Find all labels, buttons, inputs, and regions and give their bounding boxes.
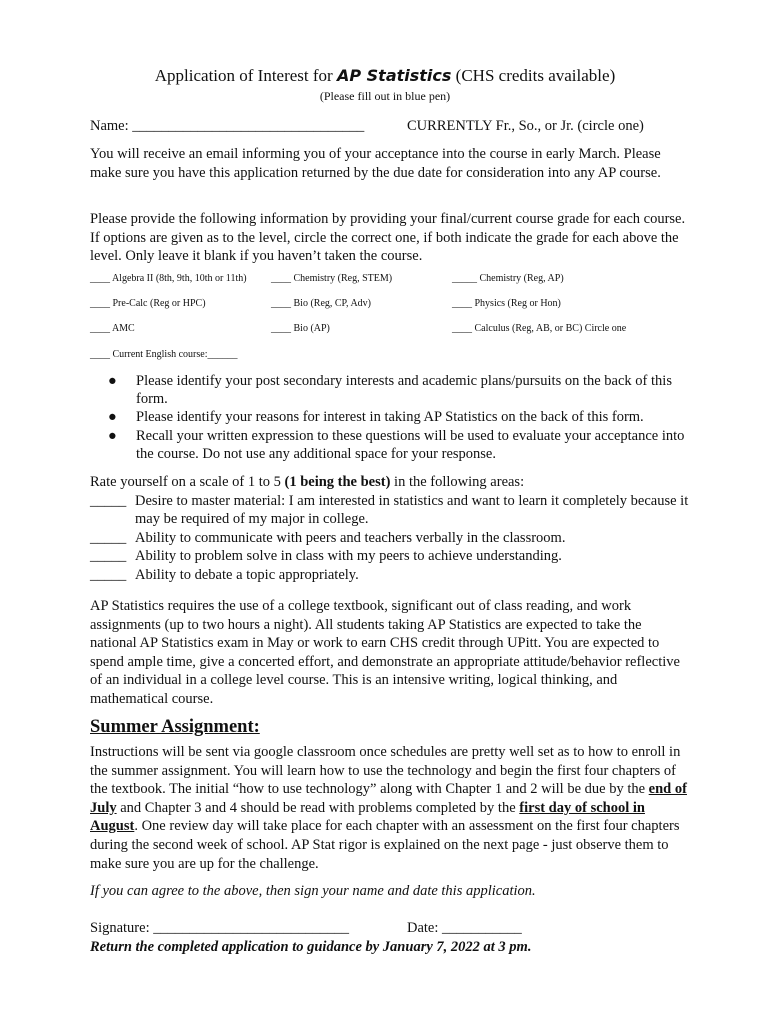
course-calculus[interactable]: ____ Calculus (Reg, AB, or BC) Circle one bbox=[452, 323, 627, 334]
rating-intro-end: in the following areas: bbox=[390, 474, 525, 490]
title-course: AP Statistics bbox=[336, 66, 452, 85]
agreement-note: If you can agree to the above, then sign your name and date this application. bbox=[90, 883, 536, 899]
title-suffix: (CHS credits available) bbox=[451, 66, 616, 85]
course-bio-ap[interactable]: ____ Bio (AP) bbox=[271, 323, 330, 334]
list-item bbox=[108, 372, 688, 408]
rating-blank[interactable]: _____ bbox=[90, 529, 127, 546]
requirements-paragraph: AP Statistics requires the use of a college textbook, significant out of class reading, and work assignments (up to two hours a night). All students taking AP Statistics are expected to take the national AP Statistics exam in May or work to earn CHS credit through UPitt. You are expected to spend ample time, give a concerted effort, and demonstrate an appropriate attitude/behavior reflective of an individual in a college level course. This is an intensive writing, logical thinking, and mathematical course. bbox=[90, 598, 680, 707]
rating-label: Ability to communicate with peers and teachers verbally in the classroom. bbox=[135, 529, 566, 546]
class-year-field[interactable]: CURRENTLY Fr., So., or Jr. (circle one) bbox=[407, 118, 644, 134]
bullet-text: Recall your written expression to these questions will be used to evaluate your acceptance into the course. Do not use any additional space for your response. bbox=[136, 427, 685, 462]
rating-item[interactable] bbox=[90, 492, 690, 529]
summer-text-1: Instructions will be sent via google classroom once schedules are pretty well set as to how to enroll in the summer assignment. You will learn how to use the technology and begin the first four chapters of the textbook. The initial “how to use technology” along with Chapter 1 and 2 will be due by the bbox=[90, 744, 681, 798]
course-precalc[interactable]: ____ Pre-Calc (Reg or HPC) bbox=[90, 298, 206, 309]
page-title bbox=[0, 66, 770, 86]
summer-text-3: . One review day will take place for each chapter with an assessment on the first four chapters during the second week of school. AP Stat rigor is explained on the next page - just observe them to make sure you are up for the challenge. bbox=[90, 818, 680, 872]
rating-item[interactable] bbox=[90, 547, 690, 566]
course-chemistry-reg-stem[interactable]: ____ Chemistry (Reg, STEM) bbox=[271, 273, 393, 284]
bullet-icon: ● bbox=[108, 409, 117, 426]
signature-field[interactable]: Signature: ___________________________ bbox=[90, 920, 349, 936]
rating-intro bbox=[90, 473, 690, 492]
course-chemistry-reg-ap[interactable]: _____ Chemistry (Reg, AP) bbox=[452, 273, 564, 284]
course-algebra2[interactable]: ____ Algebra II (8th, 9th, 10th or 11th) bbox=[90, 273, 247, 284]
return-note: Return the completed application to guidance by January 7, 2022 at 3 pm. bbox=[90, 939, 532, 955]
intro-paragraph-2: Please provide the following information by providing your final/current course grade for each course. If options are given as to the level, circle the correct one, if both indicate the grade for each above the level. Only leave it blank if you haven’t taken the course. bbox=[90, 211, 686, 265]
bullet-icon: ● bbox=[108, 373, 117, 389]
rating-intro-text: Rate yourself on a scale of 1 to 5 bbox=[90, 474, 285, 490]
course-amc[interactable]: ____ AMC bbox=[90, 323, 135, 334]
rating-item[interactable] bbox=[90, 566, 690, 585]
rating-blank[interactable]: _____ bbox=[90, 566, 127, 583]
bullet-text: Please identify your reasons for interest in taking AP Statistics on the back of this form. bbox=[136, 409, 644, 426]
bullet-icon: ● bbox=[108, 427, 117, 444]
bullet-text: Please identify your post secondary interests and academic plans/pursuits on the back of this form. bbox=[136, 373, 672, 408]
list-item bbox=[108, 408, 688, 426]
course-physics[interactable]: ____ Physics (Reg or Hon) bbox=[452, 298, 561, 309]
rating-item[interactable] bbox=[90, 529, 690, 548]
name-field[interactable]: Name: ________________________________ bbox=[90, 118, 365, 134]
rating-scale-note: (1 being the best) bbox=[284, 474, 391, 490]
rating-blank[interactable]: _____ bbox=[90, 492, 127, 509]
title-prefix: Application of Interest for bbox=[154, 66, 337, 85]
summer-deadline-1: end of July bbox=[90, 781, 687, 816]
course-english[interactable]: ____ Current English course:______ bbox=[90, 349, 238, 360]
rating-blank[interactable]: _____ bbox=[90, 548, 127, 565]
instructions-list bbox=[108, 372, 688, 463]
rating-label: Ability to debate a topic appropriately. bbox=[135, 566, 359, 583]
list-item bbox=[108, 427, 688, 463]
summer-deadline-2: first day of school in August bbox=[90, 799, 645, 835]
intro-paragraph-1: You will receive an email informing you of your acceptance into the course in early March. Please make sure you have this application returned by the due date for consideration into any AP course. bbox=[90, 146, 661, 181]
summer-heading: Summer Assignment: bbox=[90, 717, 260, 737]
rating-label: Ability to problem solve in class with my peers to achieve understanding. bbox=[135, 548, 562, 565]
date-field[interactable]: Date: ___________ bbox=[407, 920, 522, 936]
course-bio[interactable]: ____ Bio (Reg, CP, Adv) bbox=[271, 298, 372, 309]
rating-label: Desire to master material: I am interested in statistics and want to learn it completely because it may be required of my major in college. bbox=[135, 492, 689, 528]
summer-text-2: and Chapter 3 and 4 should be read with problems completed by the bbox=[116, 799, 520, 816]
page-subtitle: (Please fill out in blue pen) bbox=[319, 89, 451, 103]
rating-section bbox=[90, 473, 690, 585]
summer-paragraph bbox=[90, 743, 690, 873]
